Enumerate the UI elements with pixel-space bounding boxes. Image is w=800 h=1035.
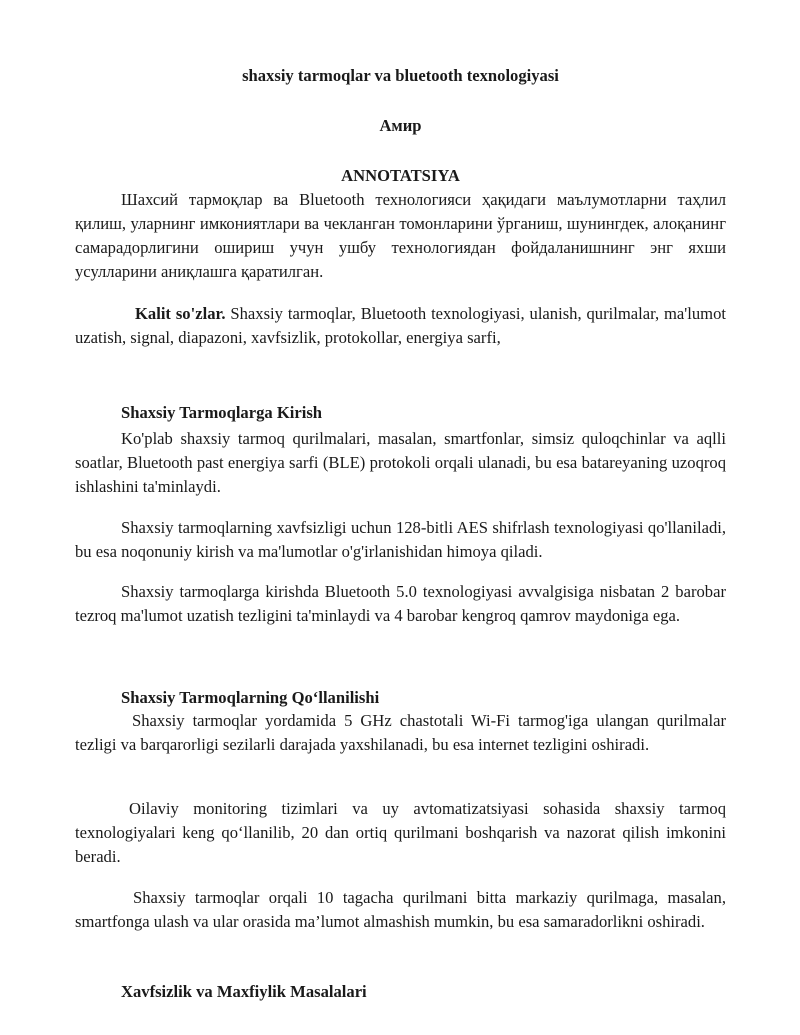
section-heading: Xavfsizlik va Maxfiylik Masalalari: [121, 982, 367, 1001]
section-paragraph: Shaxsiy tarmoqlar orqali 10 tagacha qurilmani bitta markaziy qurilmaga, masalan, smartfonga ulash va ular orasida ma’lumot almashish mumkin, bu esa samaradorlikni oshiradi.: [75, 888, 726, 931]
section-heading: Shaxsiy Tarmoqlarning Qo‘llanilishi: [121, 688, 380, 707]
section-paragraph: Ko'plab shaxsiy tarmoq qurilmalari, masalan, smartfonlar, simsiz quloqchinlar va aqlli soatlar, Bluetooth past energiya sarfi (BLE) protokoli orqali ulanadi, bu esa batareyaning uzoqroq ishlashini ta'minlaydi.: [75, 429, 726, 496]
section-heading: Shaxsiy Tarmoqlarga Kirish: [121, 403, 323, 422]
section-paragraph: Shaxsiy tarmoqlarga kirishda Bluetooth 5.0 texnologiyasi avvalgisiga nisbatan 2 barobar tezroq ma'lumot uzatish tezligini ta'minlaydi va 4 barobar kengroq qamrov maydoniga ega.: [75, 582, 726, 625]
document-title: shaxsiy tarmoqlar va bluetooth texnologiyasi: [242, 66, 559, 85]
annotation-heading: ANNOTATSIYA: [341, 166, 460, 185]
annotation-paragraph: Шахсий тармоқлар ва Bluetooth технологияси ҳақидаги маълумотларни таҳлил қилиш, уларнинг имкониятлари ва чекланган томонларини ўрганиш, шунингдек, алоқанинг самарадорлигини ошириш учун ушбу технологиядан фойдаланишнинг энг яхши усулларини аниқлашга қаратилган.: [75, 190, 726, 281]
section-paragraph: Shaxsiy tarmoqlar yordamida 5 GHz chastotali Wi-Fi tarmog'iga ulangan qurilmalar tezligi va barqarorligi sezilarli darajada yaxshilanadi, bu esa internet tezligini oshiradi.: [75, 711, 726, 754]
section-paragraph: Oilaviy monitoring tizimlari va uy avtomatizatsiyasi sohasida shaxsiy tarmoq texnologiyalari keng qo‘llanilib, 20 dan ortiq qurilmani boshqarish va nazorat qilish imkonini beradi.: [75, 799, 726, 866]
keywords-label: Kalit so'zlar.: [135, 304, 226, 323]
keywords-text: Shaxsiy tarmoqlar, Bluetooth texnologiyasi, ulanish, qurilmalar, ma'lumot uzatish, signal, diapazoni, xavfsizlik, protokollar, energiya sarfi,: [75, 304, 726, 347]
author-name: Амир: [379, 116, 422, 135]
section-paragraph: Shaxsiy tarmoqlarning xavfsizligi uchun 128-bitli AES shifrlash texnologiyasi qo'llaniladi, bu esa noqonuniy kirish va ma'lumotlar o'g'irlanishidan himoya qiladi.: [75, 518, 726, 561]
keywords-paragraph: [75, 302, 726, 350]
